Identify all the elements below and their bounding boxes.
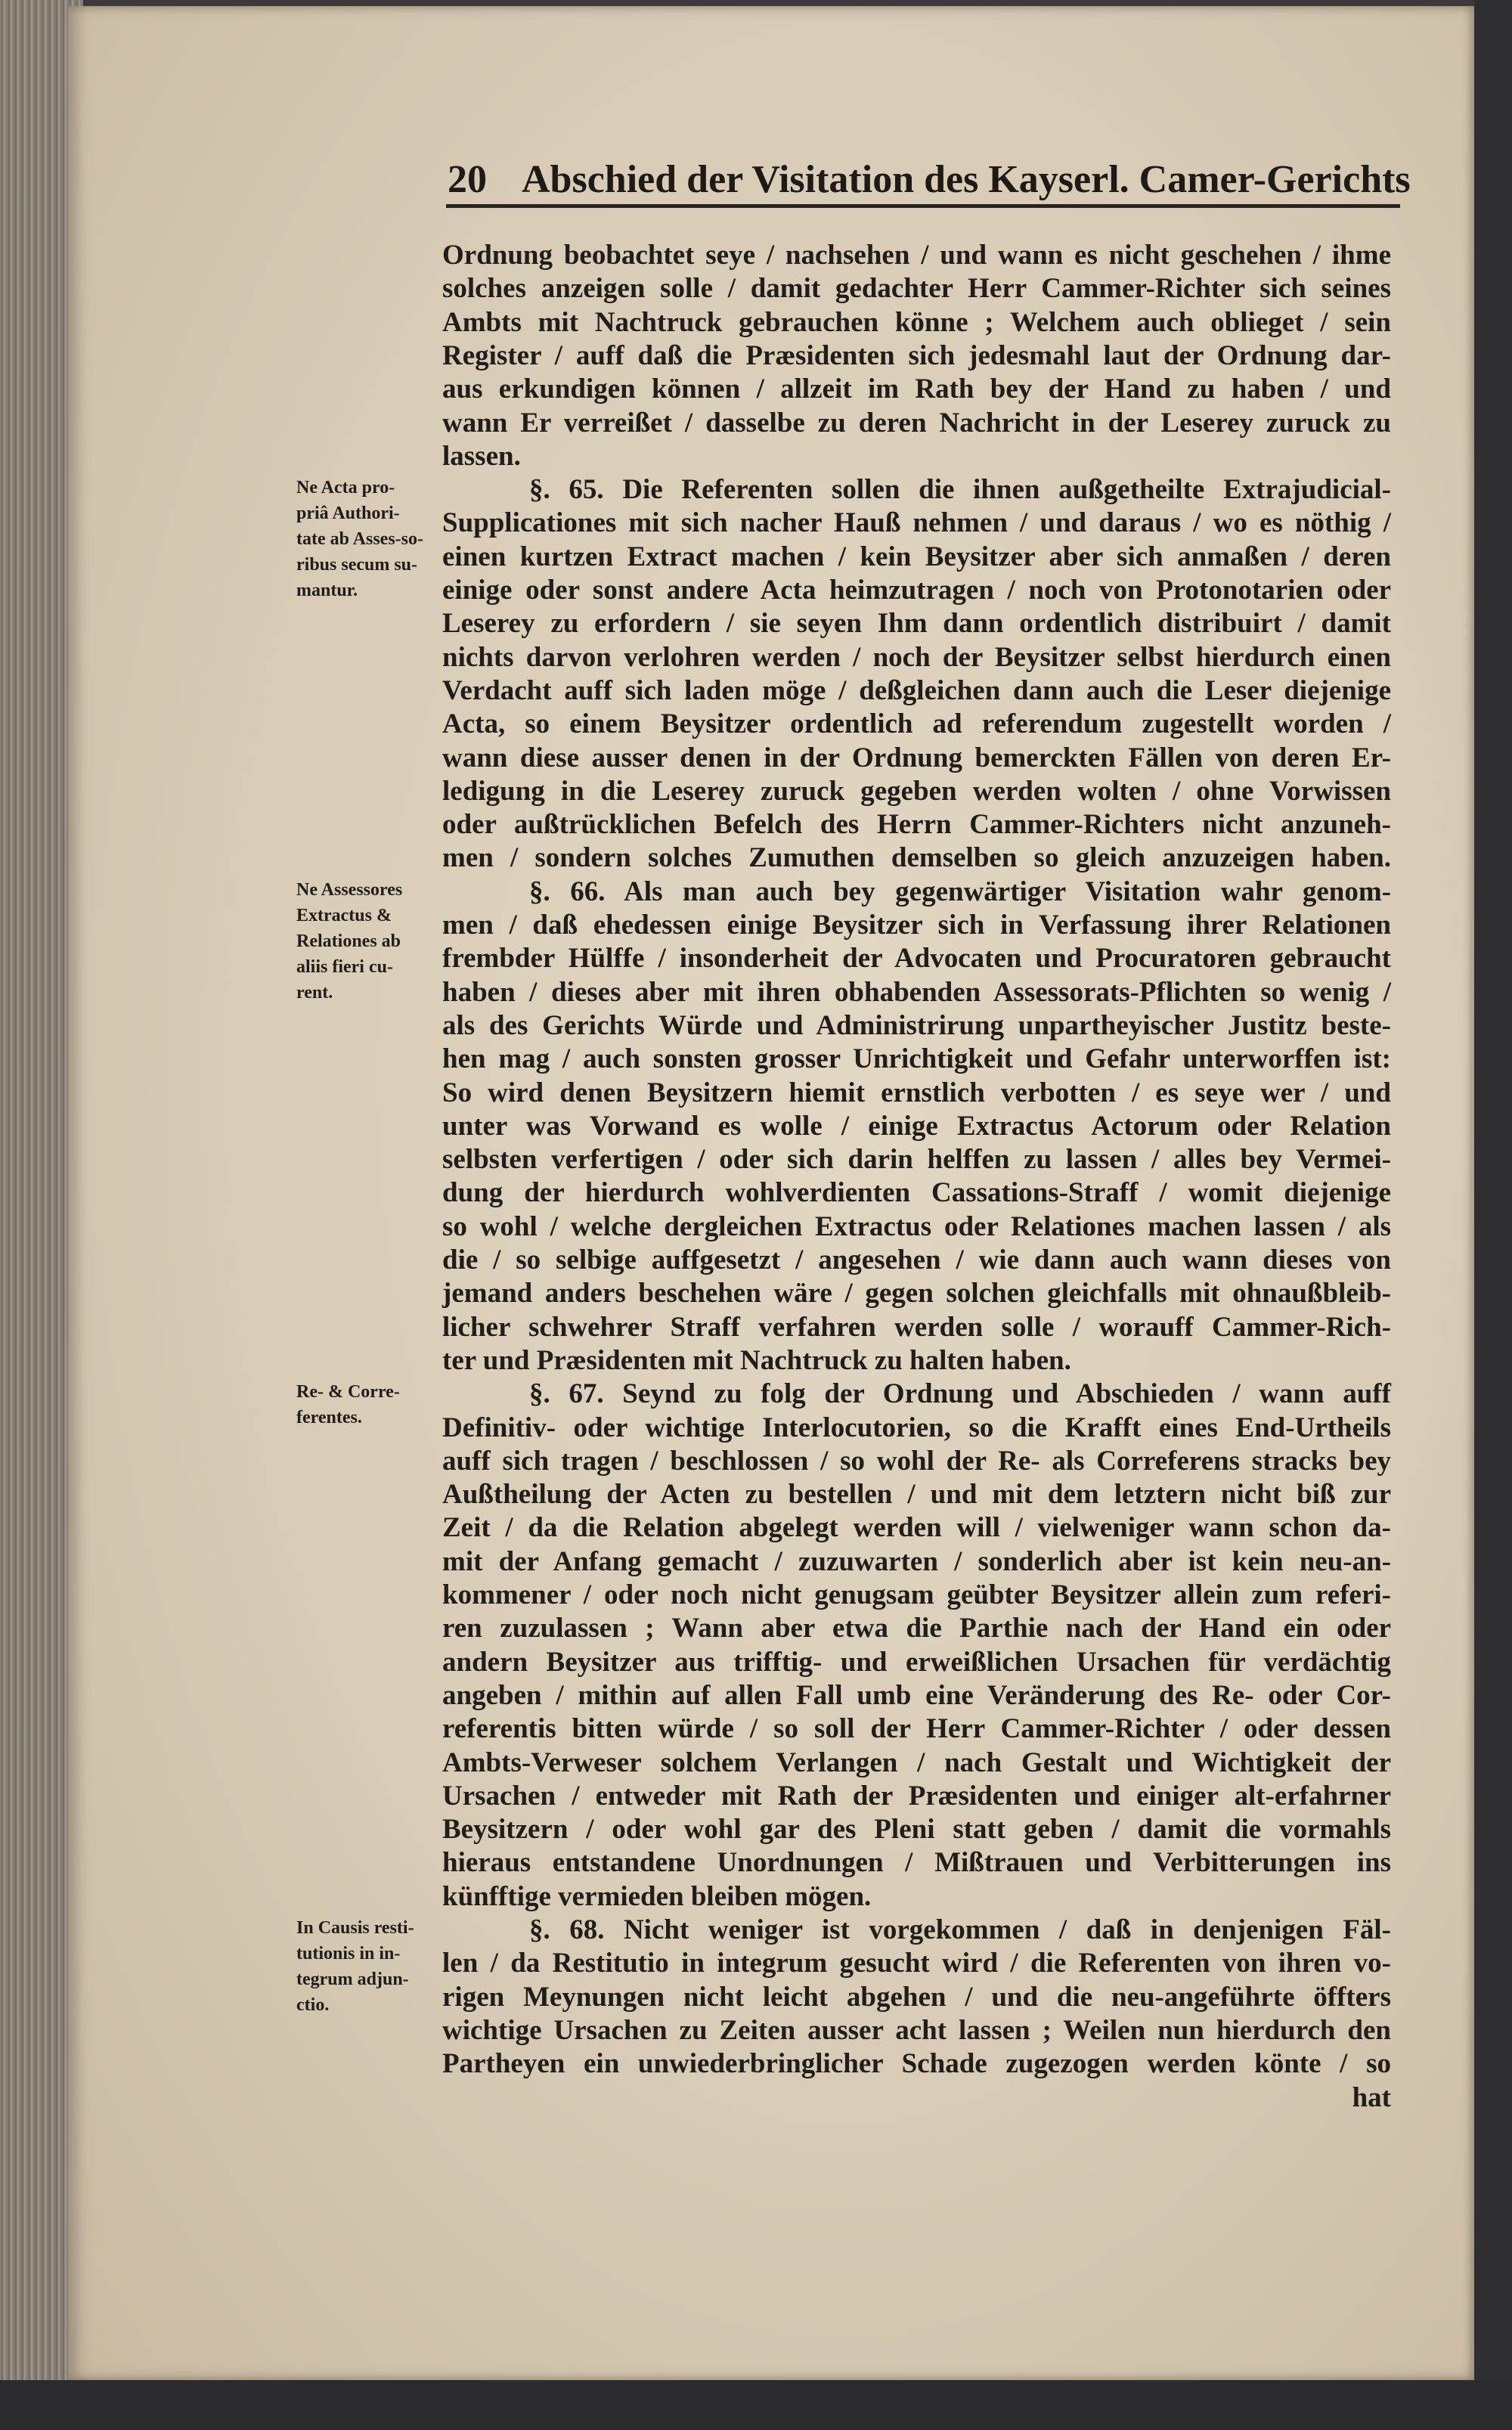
margin-note-line: ribus secum su- xyxy=(296,555,418,575)
margin-note-line: ctio. xyxy=(296,1995,330,2015)
text-line: einen kurtzen Extract machen / kein Beysitzer aber sich anmaßen / deren xyxy=(442,541,1391,572)
text-line: Acta, so einem Beysitzer ordentlich ad referendum zugestellt worden / xyxy=(442,708,1391,740)
text-line: ledigung in die Leserey zuruck gegeben werden wolten / ohne Vorwissen xyxy=(442,775,1391,807)
text-line: künfftige vermieden bleiben mögen. xyxy=(442,1880,872,1912)
text-line: Partheyen ein unwiederbringlicher Schade zugezogen werden könte / so xyxy=(442,2048,1391,2080)
paragraph-start-line: §. 67. Seynd zu folg der Ordnung und Abschieden / wann auff xyxy=(529,1378,1391,1410)
text-line: Verdacht auff sich laden möge / deßgleichen dann auch die Leser diejenige xyxy=(442,674,1391,706)
margin-note-line: Relationes ab xyxy=(296,931,401,951)
text-line: Ursachen / entweder mit Rath der Præsidenten und einiger alt-erfahrner xyxy=(442,1780,1391,1812)
text-line: unter was Vorwand es wolle / einige Extractus Actorum oder Relation xyxy=(442,1110,1391,1142)
text-line: referentis bitten würde / so soll der Herr Cammer-Richter / oder dessen xyxy=(442,1713,1391,1745)
text-line: haben / dieses aber mit ihren obhabenden Assessorats-Pflichten so wenig / xyxy=(442,976,1391,1008)
margin-note-line: tutionis in in- xyxy=(296,1944,401,1964)
margin-note-line: ferentes. xyxy=(296,1408,362,1428)
margin-note-line: Ne Acta pro- xyxy=(296,478,395,498)
text-line: solches anzeigen solle / damit gedachter Herr Cammer-Richter sich seines xyxy=(442,273,1391,305)
margin-note xyxy=(296,475,436,603)
text-line: hieraus entstandene Unordnungen / Mißtrauen und Verbitterungen ins xyxy=(442,1847,1391,1879)
text-line: men / daß ehedessen einige Beysitzer sich in Verfassung ihrer Relationen xyxy=(442,910,1391,941)
paragraph-start-line: §. 68. Nicht weniger ist vorgekommen / daß in denjenigen Fäl- xyxy=(529,1914,1391,1945)
text-line: hat xyxy=(1352,2081,1391,2113)
text-line: Ordnung beobachtet seye / nachsehen / und wann es nicht geschehen / ihme xyxy=(442,240,1391,271)
text-line: len / da Restitutio in integrum gesucht wird / die Referenten von ihren vo- xyxy=(442,1948,1391,1979)
text-line: kommener / oder noch nicht genugsam geübter Beysitzer allein zum referi- xyxy=(442,1579,1391,1610)
text-line: als des Gerichts Würde und Administrirung unpartheyischer Justitz beste- xyxy=(442,1009,1391,1041)
text-line: ren zuzulassen ; Wann aber etwa die Parthie nach der Hand ein oder xyxy=(442,1613,1391,1644)
text-line: So wird denen Beysitzern hiemit ernstlich verbotten / es seye wer / und xyxy=(442,1077,1391,1108)
text-line: licher schwehrer Straff verfahren werden solle / worauff Cammer-Rich- xyxy=(442,1311,1391,1343)
margin-note xyxy=(296,1915,436,2018)
scan-border-bottom xyxy=(0,2380,1512,2430)
margin-note-line: tate ab Asses-so- xyxy=(296,529,423,550)
text-line: Register / auff daß die Præsidenten sich jedesmahl laut der Ordnung dar- xyxy=(442,339,1391,371)
margin-note xyxy=(296,877,436,1006)
text-line: Außtheilung der Acten zu bestellen / und mit dem letztern nicht biß zur xyxy=(442,1479,1391,1511)
text-line: aus erkundigen können / allzeit im Rath bey der Hand zu haben / und xyxy=(442,373,1391,405)
text-line: auff sich tragen / beschlossen / so wohl der Re- als Correferens stracks bey xyxy=(442,1445,1391,1477)
scan-border-right xyxy=(1474,0,1512,2430)
text-line: oder außtrücklichen Befelch des Herrn Cammer-Richters nicht anzuneh- xyxy=(442,809,1391,841)
margin-note-line: Re- & Corre- xyxy=(296,1382,400,1403)
margin-note xyxy=(296,1379,436,1430)
margin-note-line: Ne Assessores xyxy=(296,879,403,900)
text-line: men / sondern solches Zumuthen demselben so gleich anzuzeigen haben. xyxy=(442,842,1391,874)
text-line: nichts darvon verlohren werden / noch der Beysitzer selbst hierdurch einen xyxy=(442,641,1391,673)
text-line: so wohl / welche dergleichen Extractus oder Relationes machen lassen / als xyxy=(442,1210,1391,1242)
text-line: hen mag / auch sonsten grosser Unrichtigkeit und Gefahr unterworffen ist: xyxy=(442,1043,1391,1075)
page-number: 20 xyxy=(448,158,487,201)
text-line: lassen. xyxy=(442,440,521,472)
text-line: andern Beysitzer aus trifftig- und erweißlichen Ursachen für verdächtig xyxy=(442,1646,1391,1678)
margin-note-line: aliis fieri cu- xyxy=(296,956,393,977)
text-line: wann diese ausser denen in der Ordnung bemerckten Fällen von deren Er- xyxy=(442,742,1391,773)
text-line: Leserey zu erfordern / sie seyen Ihm dann ordentlich distribuirt / damit xyxy=(442,608,1391,640)
text-line: wann Er verreißet / dasselbe zu deren Nachricht in der Leserey zuruck zu xyxy=(442,407,1391,439)
margin-note-line: Extractus & xyxy=(296,905,392,925)
text-line: einige oder sonst andere Acta heimzutragen / noch von Protonotarien oder xyxy=(442,575,1391,606)
text-line: die / so selbige auffgesetzt / angesehen / wie dann auch wann dieses von xyxy=(442,1244,1391,1275)
text-line: dung der hierdurch wohlverdienten Cassations-Straff / womit diejenige xyxy=(442,1177,1391,1209)
text-line: Supplicationes mit sich nacher Hauß nehmen / und daraus / wo es nöthig / xyxy=(442,507,1391,539)
paragraph-start-line: §. 65. Die Referenten sollen die ihnen außgetheilte Extrajudicial- xyxy=(529,474,1391,506)
margin-note-line: In Causis resti- xyxy=(296,1918,414,1938)
text-line: mit der Anfang gemacht / zuzuwarten / sonderlich aber ist kein neu-an- xyxy=(442,1545,1391,1577)
header-rule xyxy=(446,204,1400,208)
margin-note-line: mantur. xyxy=(296,581,358,601)
text-line: selbsten verfertigen / oder sich darin helffen zu lassen / alles bey Vermei- xyxy=(442,1144,1391,1176)
text-line: Definitiv- oder wichtige Interlocutorien, so die Krafft eines End-Urtheils xyxy=(442,1412,1391,1443)
text-line: Ambts mit Nachtruck gebrauchen könne ; Welchem auch oblieget / sein xyxy=(442,306,1391,338)
running-title: Abschied der Visitation des Kayserl. Camer-Gerichts xyxy=(522,158,1411,201)
text-line: Beysitzern / oder wohl gar des Pleni statt geben / damit die vormahls xyxy=(442,1814,1391,1846)
text-line: frembder Hülffe / insonderheit der Advocaten und Procuratoren gebraucht xyxy=(442,943,1391,975)
text-line: Zeit / da die Relation abgelegt werden will / vielweniger wann schon da- xyxy=(442,1512,1391,1544)
text-line: Ambts-Verweser solchem Verlangen / nach Gestalt und Wichtigkeit der xyxy=(442,1747,1391,1778)
margin-note-line: tegrum adjun- xyxy=(296,1970,409,1989)
paragraph-start-line: §. 66. Als man auch bey gegenwärtiger Visitation wahr genom- xyxy=(529,876,1391,907)
margin-note-line: rent. xyxy=(296,982,333,1003)
text-line: rigen Meynungen nicht leicht abgehen / und die neu-angeführte öffters xyxy=(442,1981,1391,2013)
text-line: ter und Præsidenten mit Nachtruck zu halten haben. xyxy=(442,1344,1071,1376)
text-line: angeben / mithin auf allen Fall umb eine Veränderung des Re- oder Cor- xyxy=(442,1679,1391,1711)
text-line: jemand anders beschehen wäre / gegen solchen gleichfalls mit ohnaußbleib- xyxy=(442,1278,1391,1310)
margin-note-line: priâ Authori- xyxy=(296,504,400,524)
text-line: wichtige Ursachen zu Zeiten ausser acht lassen ; Weilen nun hierdurch den xyxy=(442,2014,1391,2046)
